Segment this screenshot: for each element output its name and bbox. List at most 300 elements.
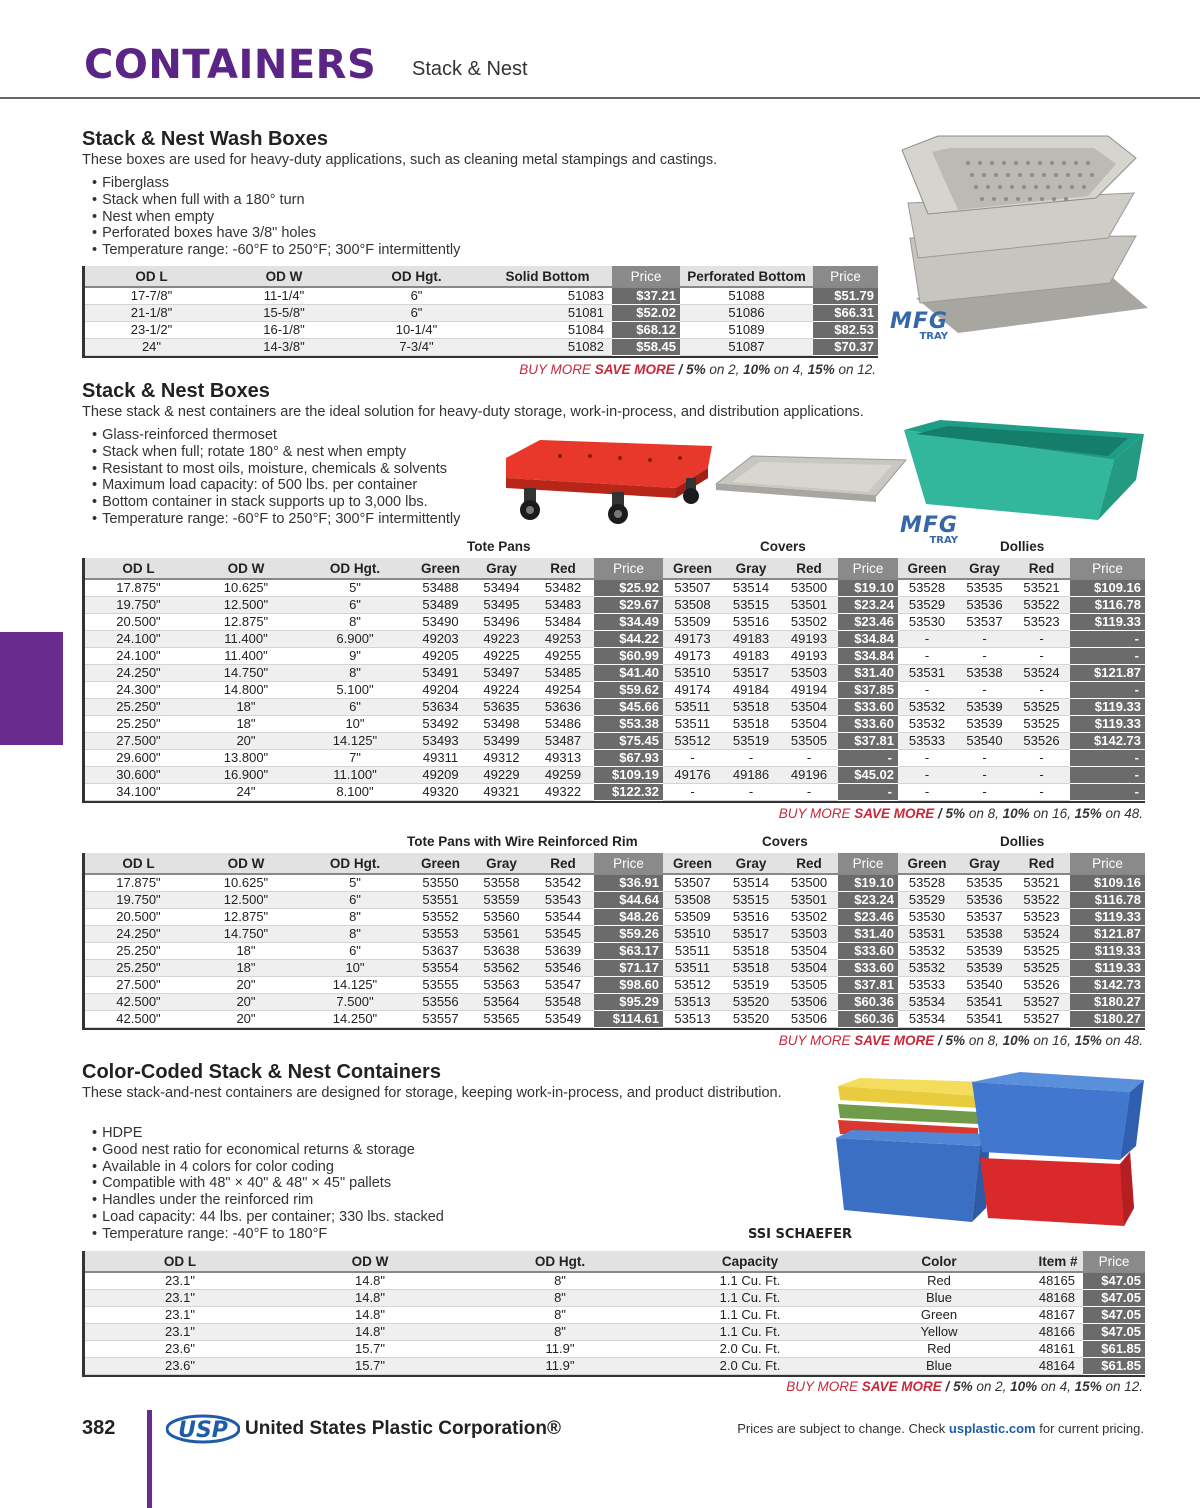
nest-boxes-title: Stack & Nest Boxes — [82, 380, 270, 402]
table-row — [85, 715, 1145, 732]
table-cell: 2.0 Cu. Ft. — [655, 1340, 845, 1357]
table-cell: - — [663, 749, 722, 766]
table-cell: 53518 — [722, 715, 780, 732]
table-cell: 53537 — [956, 613, 1013, 630]
table-cell: 53526 — [1013, 976, 1070, 993]
table-row — [85, 613, 1145, 630]
price-cell: $19.10 — [838, 579, 898, 596]
table-cell: 53505 — [780, 732, 838, 749]
table-cell: 53518 — [722, 959, 780, 976]
table-cell: 20" — [192, 976, 300, 993]
table-cell: 53504 — [780, 698, 838, 715]
table-cell: 51082 — [483, 338, 612, 355]
price-cell: - — [838, 749, 898, 766]
price-cell: $47.05 — [1083, 1323, 1145, 1340]
table-cell: 18" — [192, 942, 300, 959]
table-cell: 6" — [300, 891, 410, 908]
table-cell: 53501 — [780, 596, 838, 613]
promo-tier3: 15% — [1074, 1033, 1102, 1048]
table-cell: 53534 — [898, 993, 956, 1010]
table-cell: 53485 — [532, 664, 594, 681]
bullet-item: • Temperature range: -40°F to 180°F — [92, 1226, 444, 1243]
price-cell: - — [1070, 681, 1145, 698]
table-cell: 53547 — [532, 976, 594, 993]
table-cell: 53511 — [663, 715, 722, 732]
table-cell: 53519 — [722, 976, 780, 993]
table-cell: 53502 — [780, 908, 838, 925]
column-header: Price — [838, 853, 898, 874]
bullet-item: • Maximum load capacity: of 500 lbs. per container — [92, 477, 460, 494]
promo-slash: / — [934, 1033, 946, 1048]
nest-table2-promo — [779, 1033, 1143, 1048]
table-cell: 53496 — [471, 613, 532, 630]
table-cell: 49183 — [722, 630, 780, 647]
price-cell: $33.60 — [838, 698, 898, 715]
table-row — [85, 749, 1145, 766]
table-cell: 53557 — [410, 1010, 471, 1027]
mfg-logo-brand: MFG — [890, 309, 948, 334]
price-cell: $70.37 — [813, 338, 878, 355]
group-covers-2: Covers — [762, 834, 808, 849]
price-cell: $44.64 — [594, 891, 663, 908]
table-cell: 53564 — [471, 993, 532, 1010]
table-cell: 53520 — [722, 993, 780, 1010]
table-cell: 53529 — [898, 596, 956, 613]
table-cell: 1.1 Cu. Ft. — [655, 1289, 845, 1306]
table-cell: 53507 — [663, 874, 722, 891]
price-cell: $121.87 — [1070, 925, 1145, 942]
table-cell: 53501 — [780, 891, 838, 908]
table-cell: 53502 — [780, 613, 838, 630]
price-cell: $48.26 — [594, 908, 663, 925]
column-header: Red — [532, 558, 594, 579]
table-cell: 10.625" — [192, 874, 300, 891]
table-cell: - — [956, 783, 1013, 800]
table-cell: 20" — [192, 993, 300, 1010]
price-cell: $82.53 — [813, 321, 878, 338]
price-cell: $37.21 — [612, 287, 680, 304]
price-cell: $114.61 — [594, 1010, 663, 1027]
table-cell: 53487 — [532, 732, 594, 749]
table-cell: 25.250" — [85, 942, 192, 959]
table-cell: 49193 — [780, 630, 838, 647]
nest-boxes-bullets — [92, 427, 460, 528]
table-cell: 53515 — [722, 891, 780, 908]
table-cell: 53506 — [780, 1010, 838, 1027]
price-cell: - — [838, 783, 898, 800]
price-cell: $37.85 — [838, 681, 898, 698]
table-cell: 53514 — [722, 874, 780, 891]
column-header: OD L — [85, 853, 192, 874]
table-row — [85, 908, 1145, 925]
promo-slash: / — [934, 806, 946, 821]
table-row — [85, 732, 1145, 749]
table-row — [85, 664, 1145, 681]
table-cell: 16.900" — [192, 766, 300, 783]
table-cell: 53508 — [663, 596, 722, 613]
column-header: Green — [410, 558, 471, 579]
table-cell: 53527 — [1013, 993, 1070, 1010]
price-cell: $45.66 — [594, 698, 663, 715]
price-cell: $34.49 — [594, 613, 663, 630]
table-cell: 51083 — [483, 287, 612, 304]
bullet-item: • Stack when full; rotate 180° & nest when empty — [92, 444, 460, 461]
table-cell: 24.100" — [85, 647, 192, 664]
price-cell: - — [1070, 749, 1145, 766]
price-cell: $109.16 — [1070, 579, 1145, 596]
nest-table2-frame — [82, 853, 1145, 1030]
table-cell: 53539 — [956, 942, 1013, 959]
table-cell: 34.100" — [85, 783, 192, 800]
table-cell: 51084 — [483, 321, 612, 338]
table-cell: - — [956, 749, 1013, 766]
table-row — [85, 925, 1145, 942]
table-cell: 49311 — [410, 749, 471, 766]
table-cell: 53531 — [898, 664, 956, 681]
price-cell: $19.10 — [838, 874, 898, 891]
table-cell: - — [1013, 681, 1070, 698]
column-header: OD Hgt. — [300, 853, 410, 874]
table-cell: 1.1 Cu. Ft. — [655, 1323, 845, 1340]
price-cell: $116.78 — [1070, 596, 1145, 613]
price-cell: $45.02 — [838, 766, 898, 783]
price-cell: $98.60 — [594, 976, 663, 993]
table-cell: 17.875" — [85, 579, 192, 596]
table-cell: 53530 — [898, 613, 956, 630]
table-cell: 53550 — [410, 874, 471, 891]
color-containers-photo — [830, 1068, 1160, 1228]
table-cell: 13.800" — [192, 749, 300, 766]
column-header: Red — [780, 853, 838, 874]
table-cell: 21-1/8" — [85, 304, 218, 321]
table-cell: - — [956, 681, 1013, 698]
table-cell: 53537 — [956, 908, 1013, 925]
table-cell: 29.600" — [85, 749, 192, 766]
price-cell: $60.36 — [838, 993, 898, 1010]
table-cell: 49225 — [471, 647, 532, 664]
table-cell: 53509 — [663, 613, 722, 630]
price-cell: $119.33 — [1070, 908, 1145, 925]
price-cell: $180.27 — [1070, 993, 1145, 1010]
column-header: Price — [838, 558, 898, 579]
column-header: Price — [1083, 1251, 1145, 1272]
price-cell: $119.33 — [1070, 942, 1145, 959]
column-header: Red — [780, 558, 838, 579]
wash-box-photo — [898, 118, 1160, 340]
table-cell: 53524 — [1013, 664, 1070, 681]
color-table-frame — [82, 1251, 1145, 1377]
price-cell: - — [1070, 647, 1145, 664]
table-cell: 53637 — [410, 942, 471, 959]
table-cell: 12.500" — [192, 596, 300, 613]
price-cell: $61.85 — [1083, 1357, 1145, 1374]
column-header: Gray — [471, 558, 532, 579]
table-cell: 15-5/8" — [218, 304, 350, 321]
price-cell: $33.60 — [838, 942, 898, 959]
table-cell: 53548 — [532, 993, 594, 1010]
price-cell: $34.84 — [838, 630, 898, 647]
table-cell: - — [780, 749, 838, 766]
column-header: Red — [1013, 558, 1070, 579]
price-cell: $51.79 — [813, 287, 878, 304]
column-header: Gray — [722, 558, 780, 579]
table-cell: 49312 — [471, 749, 532, 766]
table-cell: 53639 — [532, 942, 594, 959]
table-cell: 53528 — [898, 874, 956, 891]
table-cell: 11-1/4" — [218, 287, 350, 304]
table-cell: 8" — [300, 664, 410, 681]
table-cell: 51086 — [680, 304, 813, 321]
column-header: Gray — [956, 558, 1013, 579]
promo-tier2: 10% — [743, 362, 771, 377]
column-header: Price — [1070, 853, 1145, 874]
table-cell: Green — [845, 1306, 1033, 1323]
table-cell: 12.875" — [192, 908, 300, 925]
bullet-item: • Glass-reinforced thermoset — [92, 427, 460, 444]
table-cell: 53505 — [780, 976, 838, 993]
bullet-item: • Handles under the reinforced rim — [92, 1192, 444, 1209]
table-cell: - — [956, 630, 1013, 647]
group-dollies-2: Dollies — [1000, 834, 1045, 849]
promo-text2: on 4, — [770, 362, 808, 377]
usp-logo-text: USP — [178, 1418, 228, 1443]
table-cell: 7.500" — [300, 993, 410, 1010]
table-cell: 49176 — [663, 766, 722, 783]
table-cell: - — [898, 766, 956, 783]
mfg-tray-logo — [890, 309, 948, 342]
table-cell: 6" — [300, 698, 410, 715]
bullet-item: • Available in 4 colors for color coding — [92, 1159, 444, 1176]
column-header: Price — [1070, 558, 1145, 579]
table-cell: 24.250" — [85, 664, 192, 681]
table-cell: 25.250" — [85, 698, 192, 715]
promo-text1: on 2, — [705, 362, 744, 377]
table-cell: 9" — [300, 647, 410, 664]
promo-tier2: 10% — [1002, 1033, 1030, 1048]
mfg-logo-sub: TRAY — [919, 331, 948, 342]
wash-boxes-bullets — [92, 175, 460, 259]
promo-text1: on 2, — [972, 1379, 1011, 1394]
promo-text3: on 12. — [1101, 1379, 1143, 1394]
promo-slash: / — [674, 362, 687, 377]
price-cell: $31.40 — [838, 664, 898, 681]
table-cell: 49321 — [471, 783, 532, 800]
table-cell: 53533 — [898, 976, 956, 993]
table-cell: 25.250" — [85, 715, 192, 732]
table2-group-headers — [0, 834, 1200, 852]
table-cell: Red — [845, 1272, 1033, 1289]
price-cell: $122.32 — [594, 783, 663, 800]
table-cell: 53523 — [1013, 908, 1070, 925]
table-cell: 53524 — [1013, 925, 1070, 942]
table-cell: 53492 — [410, 715, 471, 732]
column-header: Gray — [471, 853, 532, 874]
bullet-item: • Fiberglass — [92, 175, 460, 192]
table-cell: 20.500" — [85, 908, 192, 925]
table-row — [85, 1289, 1145, 1306]
table-cell: 53543 — [532, 891, 594, 908]
table-cell: 53488 — [410, 579, 471, 596]
column-header: Solid Bottom — [483, 266, 612, 287]
table-cell: 53521 — [1013, 874, 1070, 891]
table-cell: 49209 — [410, 766, 471, 783]
table-cell: 53493 — [410, 732, 471, 749]
price-cell: $60.99 — [594, 647, 663, 664]
column-header: OD L — [85, 266, 218, 287]
table-cell: 53511 — [663, 959, 722, 976]
price-cell: $47.05 — [1083, 1272, 1145, 1289]
column-header: OD Hgt. — [300, 558, 410, 579]
table-cell: - — [722, 783, 780, 800]
price-cell: $119.33 — [1070, 613, 1145, 630]
table-cell: 53494 — [471, 579, 532, 596]
price-cell: $44.22 — [594, 630, 663, 647]
table-cell: 53482 — [532, 579, 594, 596]
price-cell: $41.40 — [594, 664, 663, 681]
section-side-tab — [0, 632, 63, 745]
table-row — [85, 942, 1145, 959]
table-cell: - — [1013, 749, 1070, 766]
column-header: Green — [410, 853, 471, 874]
table-cell: 53538 — [956, 664, 1013, 681]
color-coded-title: Color-Coded Stack & Nest Containers — [82, 1061, 441, 1083]
promo-text3: on 48. — [1101, 1033, 1143, 1048]
table-row — [85, 287, 878, 304]
table-row — [85, 891, 1145, 908]
price-cell: $53.38 — [594, 715, 663, 732]
column-header: Green — [898, 558, 956, 579]
table-cell: 6.900" — [300, 630, 410, 647]
promo-tier3: 15% — [807, 362, 835, 377]
table-cell: 10.625" — [192, 579, 300, 596]
table-cell: 53541 — [956, 1010, 1013, 1027]
table-cell: 14.8" — [275, 1272, 465, 1289]
table-cell: 53551 — [410, 891, 471, 908]
table-cell: 49196 — [780, 766, 838, 783]
table-cell: 14.8" — [275, 1289, 465, 1306]
table-cell: 8" — [465, 1272, 655, 1289]
table-cell: 10" — [300, 715, 410, 732]
price-cell: $95.29 — [594, 993, 663, 1010]
table-cell: 23.6" — [85, 1340, 275, 1357]
table-cell: - — [956, 647, 1013, 664]
table-cell: 53483 — [532, 596, 594, 613]
table-row — [85, 993, 1145, 1010]
nest-boxes-table-1 — [85, 558, 1145, 801]
table-cell: 49184 — [722, 681, 780, 698]
table-cell: 53504 — [780, 715, 838, 732]
table-cell: 53514 — [722, 579, 780, 596]
table-cell: 53497 — [471, 664, 532, 681]
price-cell: $47.05 — [1083, 1306, 1145, 1323]
table-cell: 8.100" — [300, 783, 410, 800]
price-cell: $109.19 — [594, 766, 663, 783]
table-row — [85, 596, 1145, 613]
column-header: OD Hgt. — [465, 1251, 655, 1272]
table-cell: Yellow — [845, 1323, 1033, 1340]
color-coded-bullets — [92, 1125, 444, 1243]
table-cell: 51081 — [483, 304, 612, 321]
table-cell: - — [898, 681, 956, 698]
promo-text2: on 16, — [1029, 806, 1075, 821]
table-cell: 11.9" — [465, 1357, 655, 1374]
price-cell: $23.46 — [838, 613, 898, 630]
table-cell: 53517 — [722, 664, 780, 681]
table-cell: 53535 — [956, 579, 1013, 596]
table-row — [85, 1340, 1145, 1357]
price-cell: $33.60 — [838, 715, 898, 732]
table-cell: 11.100" — [300, 766, 410, 783]
price-cell: $142.73 — [1070, 976, 1145, 993]
promo-text3: on 12. — [834, 362, 876, 377]
table-cell: 7-3/4" — [350, 338, 483, 355]
nest-boxes-table-2 — [85, 853, 1145, 1028]
tote-pan-photo — [900, 420, 1148, 524]
table-cell: 6" — [350, 287, 483, 304]
table-cell: 7" — [300, 749, 410, 766]
price-cell: $75.45 — [594, 732, 663, 749]
bullet-item: • Load capacity: 44 lbs. per container; 330 lbs. stacked — [92, 1209, 444, 1226]
promo-text2: on 16, — [1029, 1033, 1075, 1048]
table-cell: 53512 — [663, 732, 722, 749]
promo-lead: BUY MORE — [778, 1033, 855, 1048]
group-tote-pans: Tote Pans — [467, 539, 531, 554]
table-cell: 12.500" — [192, 891, 300, 908]
table-cell: 49203 — [410, 630, 471, 647]
table-cell: 53491 — [410, 664, 471, 681]
table-cell: 49174 — [663, 681, 722, 698]
page-subtitle: Stack & Nest — [412, 58, 528, 80]
table-cell: 14.8" — [275, 1306, 465, 1323]
table-cell: 53546 — [532, 959, 594, 976]
column-header: Price — [594, 558, 663, 579]
ssi-schaefer-logo: SSI SCHAEFER — [748, 1227, 852, 1242]
table-cell: 53508 — [663, 891, 722, 908]
table-cell: - — [1013, 630, 1070, 647]
table-cell: 42.500" — [85, 993, 192, 1010]
table-cell: 24.250" — [85, 925, 192, 942]
page-number: 382 — [82, 1417, 116, 1439]
table-cell: - — [722, 749, 780, 766]
price-cell: $52.02 — [612, 304, 680, 321]
table-cell: 10-1/4" — [350, 321, 483, 338]
table-cell: 5.100" — [300, 681, 410, 698]
column-header: Price — [594, 853, 663, 874]
nest-table1-frame — [82, 558, 1145, 803]
table-cell: 53554 — [410, 959, 471, 976]
table-cell: 16-1/8" — [218, 321, 350, 338]
table-cell: 53523 — [1013, 613, 1070, 630]
table-cell: 2.0 Cu. Ft. — [655, 1357, 845, 1374]
table-cell: 53549 — [532, 1010, 594, 1027]
table-row — [85, 1272, 1145, 1289]
price-cell: $121.87 — [1070, 664, 1145, 681]
table-cell: 8" — [300, 613, 410, 630]
promo-save: SAVE MORE — [854, 806, 935, 821]
table-cell: 48168 — [1033, 1289, 1083, 1306]
table-cell: 6" — [350, 304, 483, 321]
table-cell: 53512 — [663, 976, 722, 993]
table-cell: 53542 — [532, 874, 594, 891]
website-link[interactable]: usplastic.com — [948, 1421, 1036, 1436]
column-header: Perforated Bottom — [680, 266, 813, 287]
wash-boxes-title: Stack & Nest Wash Boxes — [82, 128, 329, 150]
column-header: OD Hgt. — [350, 266, 483, 287]
pricing-note — [737, 1421, 1144, 1436]
table-cell: 51089 — [680, 321, 813, 338]
table-cell: 14.750" — [192, 925, 300, 942]
table-cell: 51087 — [680, 338, 813, 355]
